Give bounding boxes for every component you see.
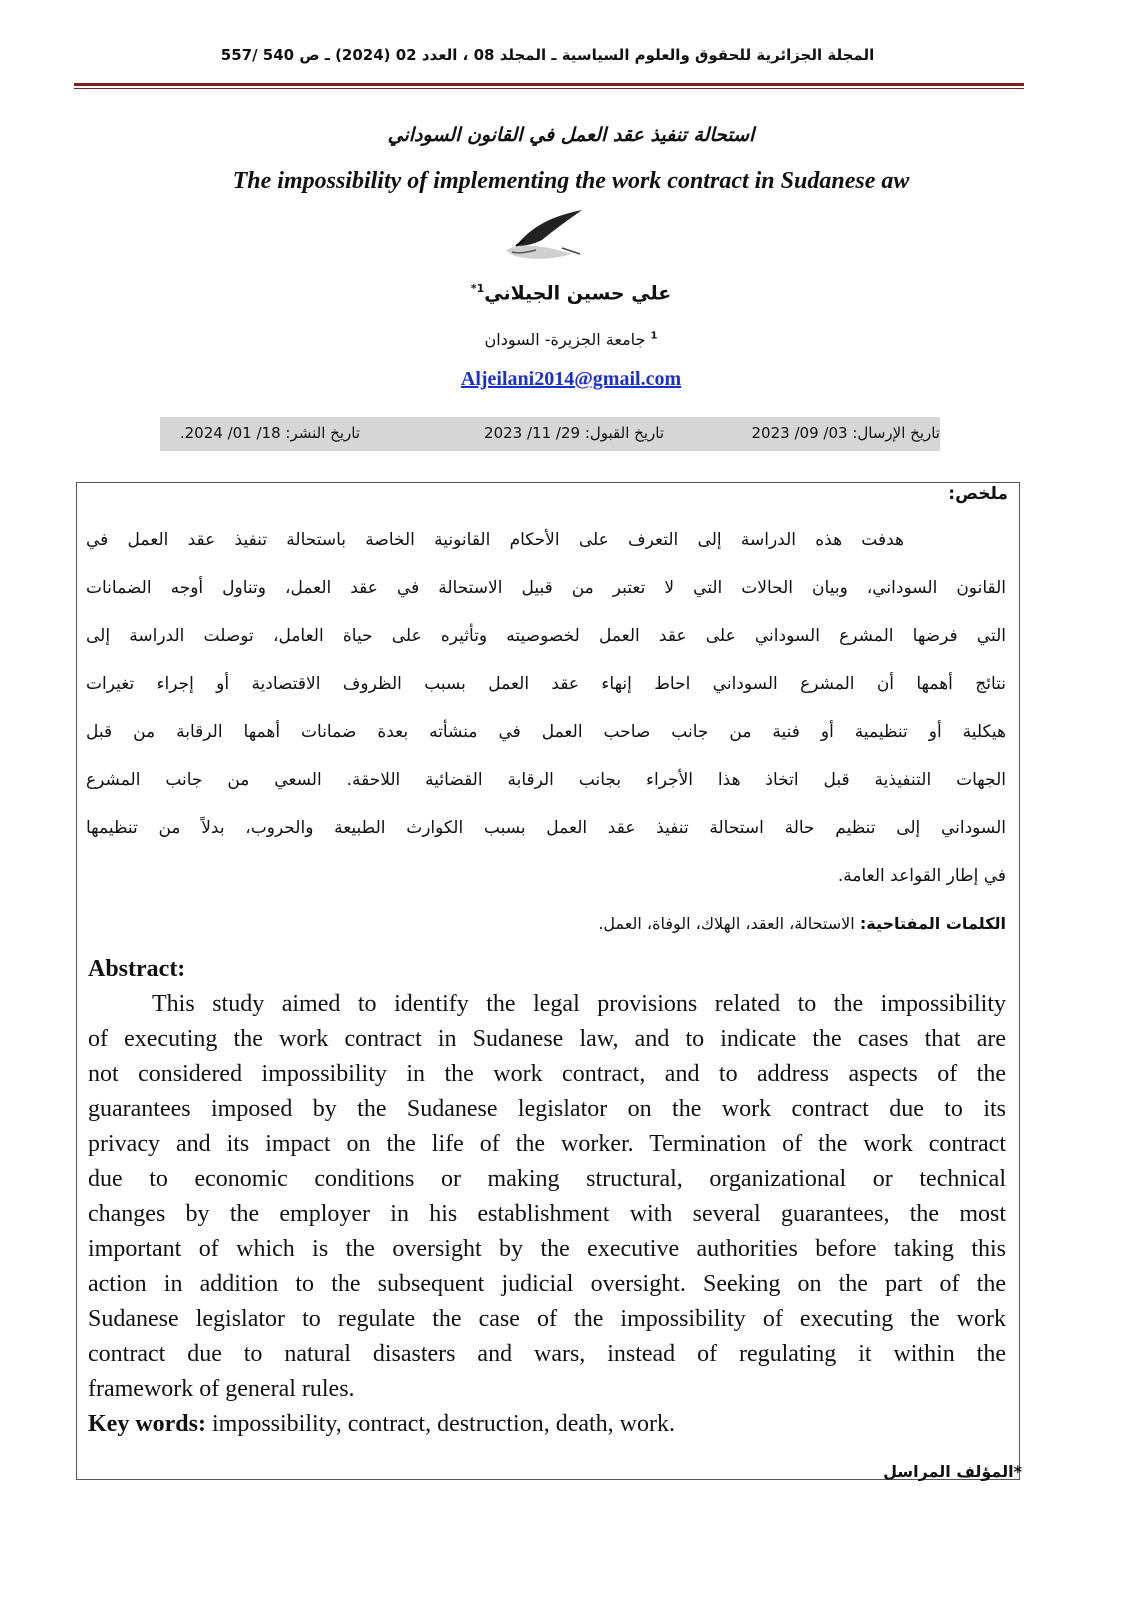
- quill-pen-icon: [502, 206, 590, 268]
- abstract-ar-heading: ملخص:: [948, 484, 1008, 504]
- author-name: [0, 282, 1142, 304]
- abstract-en-line: important of which is the oversight by the executive authorities before taking this: [88, 1236, 1006, 1262]
- abstract-en-line: of executing the work contract in Sudanese law, and to indicate the cases that are: [88, 1026, 1006, 1052]
- keywords-ar-text: الاستحالة، العقد، الهلاك، الوفاة، العمل.: [598, 914, 855, 933]
- abstract-en-line: not considered impossibility in the work contract, and to address aspects of the: [88, 1061, 1006, 1087]
- abstract-ar-line: هدفت هذه الدراسة إلى التعرف على الأحكام القانونية الخاصة باستحالة تنفيذ عقد العمل في: [86, 530, 904, 550]
- keywords-en-label: Key words:: [88, 1411, 206, 1437]
- keywords-ar-label: الكلمات المفتاحية:: [859, 914, 1006, 933]
- abstract-ar-line: القانون السوداني، وبيان الحالات التي لا تعتبر من قبيل الاستحالة في عقد العمل، وتناول أوجه الضمانات: [86, 578, 1006, 598]
- abstract-en-line: Sudanese legislator to regulate the case of the impossibility of executing the work: [88, 1306, 1006, 1332]
- author-marker: 1*: [470, 282, 485, 295]
- abstract-ar-line: هيكلية أو تنظيمية أو فنية من جانب صاحب العمل في منشأته بعدة ضمانات أهمها الرقابة من قبل: [86, 722, 1006, 742]
- abstract-en-line: framework of general rules.: [88, 1376, 355, 1402]
- date-submitted: تاريخ الإرسال: 03/ 09/ 2023: [751, 424, 940, 442]
- author-email-link[interactable]: Aljeilani2014@gmail.com: [460, 368, 682, 390]
- abstract-ar-line: الجهات التنفيذية قبل اتخاذ هذا الأجراء بجانب الرقابة القضائية اللاحقة. السعي من جانب المشرع: [86, 770, 1006, 790]
- author-affiliation: [0, 330, 1142, 349]
- keywords-en-text: impossibility, contract, destruction, death, work.: [211, 1411, 676, 1437]
- header-rule-thin: [74, 88, 1024, 89]
- abstract-ar-line: السوداني إلى تنظيم حالة استحالة تنفيذ عقد العمل بسبب الكوارث الطبيعة والحروب، بدلاً من تنظيمها: [86, 818, 1006, 838]
- abstract-en-line: guarantees imposed by the Sudanese legislator on the work contract due to its: [88, 1096, 1006, 1122]
- abstract-en-line: changes by the employer in his establishment with several guarantees, the most: [88, 1201, 1006, 1227]
- affiliation-marker: 1: [650, 330, 658, 342]
- abstract-en-line: action in addition to the subsequent judicial oversight. Seeking on the part of the: [88, 1271, 1006, 1297]
- title-english: The impossibility of implementing the work contract in Sudanese aw: [232, 168, 910, 194]
- abstract-en-line: privacy and its impact on the life of the worker. Termination of the work contract: [88, 1131, 1006, 1157]
- corresponding-author-note: *المؤلف المراسل: [883, 1462, 1022, 1481]
- abstract-ar-line: نتائج أهمها أن المشرع السوداني احاط إنهاء عقد العمل بسبب الظروف الاقتصادية أو إجراء تغيرات: [86, 674, 1006, 694]
- author-name-text: علي حسين الجيلاني: [484, 282, 672, 305]
- keywords-arabic: [86, 914, 1006, 933]
- abstract-en-line: due to economic conditions or making structural, organizational or technical: [88, 1166, 1006, 1192]
- abstract-ar-line: التي فرضها المشرع السوداني على عقد العمل لخصوصيته وتأثيره على حياة العامل، توصلت الدراسة إلى: [86, 626, 1006, 646]
- abstract-en-heading: Abstract:: [88, 956, 186, 982]
- title-arabic: استحالة تنفيذ عقد العمل في القانون السوداني: [387, 124, 755, 146]
- journal-header: المجلة الجزائرية للحقوق والعلوم السياسية ـ المجلد 08 ، العدد 02 (2024) ـ ص 540 /557: [220, 46, 875, 64]
- abstract-ar-line: في إطار القواعد العامة.: [837, 866, 1006, 886]
- header-rule: [74, 83, 1024, 86]
- dates-band: [160, 417, 940, 451]
- abstract-en-line: contract due to natural disasters and wars, instead of regulating it within the: [88, 1341, 1006, 1367]
- date-published: تاريخ النشر: 18/ 01/ 2024.: [179, 424, 360, 442]
- date-accepted: تاريخ القبول: 29/ 11/ 2023: [484, 424, 664, 442]
- keywords-english: [88, 1411, 675, 1438]
- abstract-en-line: This study aimed to identify the legal provisions related to the impossibility: [152, 991, 1006, 1017]
- affiliation-text: جامعة الجزيرة- السودان: [484, 330, 646, 349]
